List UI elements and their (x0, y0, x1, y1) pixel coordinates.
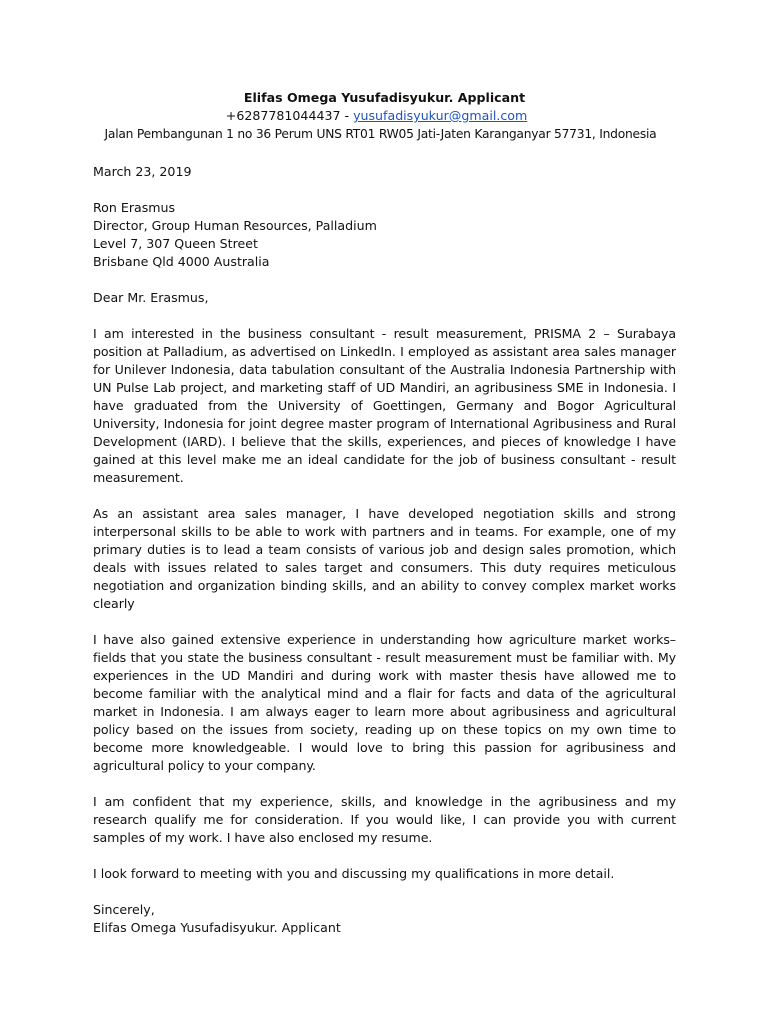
signature-name: Elifas Omega Yusufadisyukur. Applicant (93, 920, 341, 935)
valediction: Sincerely, (93, 902, 155, 917)
body-paragraph-sales-experience: As an assistant area sales manager, I have developed negotiation skills and strong interpersonal skills to be able to work with partners and in teams. For example, one of my primary duties is to lead a team consists of various job and design sales promotion, which deals with issues related to sales target and consumers. This duty requires meticulous negotiation and organization binding skills, and an ability to convey complex market works clearly (93, 506, 676, 611)
recipient-title: Director, Group Human Resources, Palladium (93, 218, 377, 233)
applicant-name-heading: Elifas Omega Yusufadisyukur. Applicant (243, 90, 526, 105)
email-link[interactable]: yusufadisyukur@gmail.com (353, 108, 528, 123)
recipient-name: Ron Erasmus (93, 200, 176, 215)
body-paragraph-intro: I am interested in the business consultant - result measurement, PRISMA 2 – Surabaya position at Palladium, as advertised on LinkedIn. I employed as assistant area sales manager for Unilever Indonesia, data tabulation consultant of the Australia Indonesia Partnership with UN Pulse Lab project, and marketing staff of UD Mandiri, an agribusiness SME in Indonesia. I have graduated from the University of Goettingen, Germany and Bogor Agricultural University, Indonesia for joint degree master program of International Agribusiness and Rural Development (IARD). I believe that the skills, experiences, and pieces of knowledge I have gained at this level make me an ideal candidate for the job of business consultant - result measurement. (93, 326, 676, 485)
phone-number: +6287781044437 (225, 108, 341, 123)
cover-letter-page (93, 89, 676, 937)
recipient-street: Level 7, 307 Queen Street (93, 236, 258, 251)
body-paragraph-confidence: I am confident that my experience, skills, and knowledge in the agribusiness and my research qualify me for consideration. If you would like, I can provide you with current samples of my work. I have also enclosed my resume. (93, 794, 676, 845)
body-paragraph-closing-remark: I look forward to meeting with you and discussing my qualifications in more detail. (93, 866, 615, 881)
recipient-block (93, 199, 676, 271)
recipient-city: Brisbane Qld 4000 Australia (93, 254, 270, 269)
applicant-address: Jalan Pembangunan 1 no 36 Perum UNS RT01 RW05 Jati-Jaten Karanganyar 57731, Indonesia (104, 127, 657, 141)
body-paragraph-agriculture-experience: I have also gained extensive experience in understanding how agriculture market works– fields that you state the business consultant - result measurement must be familiar with. My experiences in the UD Mandiri and during work with master thesis have allowed me to become familiar with the analytical mind and a flair for facts and data of the agricultural market in Indonesia. I am always eager to learn more about agribusiness and agricultural policy based on the issues from society, reading up on these topics on my own time to become more knowledgeable. I would love to bring this passion for agribusiness and agricultural policy to your company. (93, 632, 676, 773)
contact-separator: - (340, 108, 354, 123)
letter-date: March 23, 2019 (93, 164, 192, 179)
contact-line (85, 107, 668, 125)
closing-block (93, 901, 676, 937)
salutation: Dear Mr. Erasmus, (93, 290, 209, 305)
